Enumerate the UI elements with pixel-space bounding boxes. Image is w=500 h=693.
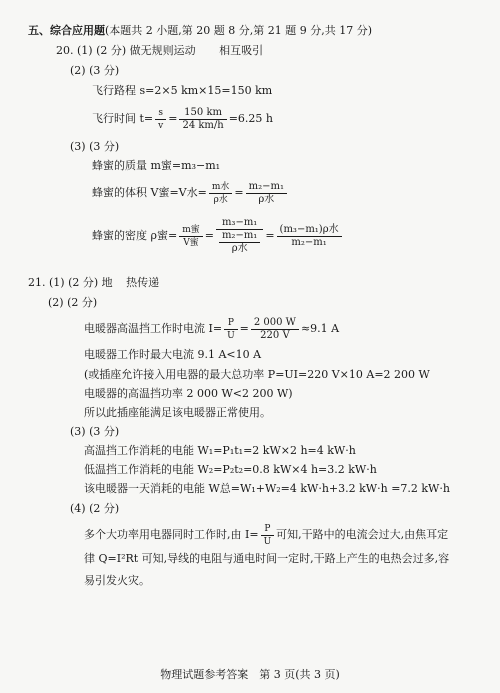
max-current: 电暖器工作时最大电流 9.1 A<10 A: [84, 348, 262, 361]
fraction-p-over-u: [261, 523, 275, 548]
fraction-inner: [219, 230, 260, 255]
equals: =: [168, 112, 178, 125]
frac-den-nested: [216, 230, 263, 255]
honey-density: [92, 216, 344, 256]
frac-num: m水: [209, 181, 233, 194]
q20-part2-label: (2) (3 分): [70, 64, 120, 77]
q21-part2-label: (2) (2 分): [48, 296, 98, 309]
explanation-post: 可知,干路中的电流会过大,由焦耳定: [276, 528, 449, 541]
q20-part1: [56, 44, 263, 58]
honey-volume-label: 蜂蜜的体积 V蜜=V水=: [92, 186, 207, 199]
frac-den: U: [263, 536, 272, 547]
frac-den: ρ水: [213, 194, 228, 205]
section-note: (本题共 2 小题,第 20 题 8 分,第 21 题 9 分,共 17 分): [105, 24, 373, 37]
frac-num: P: [261, 523, 275, 536]
flight-time-label: 飞行时间 t=: [92, 112, 154, 125]
page-footer: 物理试题参考答案 第 3 页(共 3 页): [160, 668, 340, 681]
frac-num: s: [155, 107, 166, 120]
fraction-water-mass: [209, 181, 233, 206]
fraction-density-result: [277, 224, 342, 249]
frac-num: m₂−m₁: [219, 230, 260, 243]
explanation-line3: 易引发火灾。: [84, 574, 150, 587]
fraction-compound: [216, 217, 263, 255]
frac-den: m₂−m₁: [291, 236, 327, 248]
frac-den: 220 V: [260, 329, 290, 341]
frac-num: (m₃−m₁)ρ水: [277, 224, 342, 237]
frac-den: V蜜: [183, 237, 199, 248]
energy-low: 低温挡工作消耗的电能 W₂=P₂t₂=0.8 kW×4 h=3.2 kW·h: [84, 463, 377, 476]
section-title: 五、综合应用题: [28, 24, 105, 37]
flight-distance: 飞行路程 s=2×5 km×15=150 km: [92, 84, 273, 97]
frac-num: P: [224, 317, 238, 330]
q20-part1-answer-b: 相互吸引: [219, 44, 264, 57]
honey-mass: 蜂蜜的质量 m蜜=m₃−m₁: [92, 159, 221, 172]
fraction-p-over-u: [224, 317, 238, 342]
q20-part1-answer-a: 20. (1) (2 分) 做无规则运动: [56, 44, 196, 57]
equals: =: [239, 322, 249, 335]
frac-num: m蜜: [179, 224, 203, 237]
fraction-m-over-v: [179, 224, 203, 249]
frac-den: v: [158, 120, 164, 131]
frac-num: m₃−m₁: [216, 217, 263, 230]
fraction-s-over-v: [155, 107, 166, 132]
honey-volume: [92, 180, 289, 206]
q21-part1-answer-a: 21. (1) (2 分) 地: [28, 276, 113, 289]
flight-time: [92, 106, 273, 132]
energy-high: 高温挡工作消耗的电能 W₁=P₁t₁=2 kW×2 h=4 kW·h: [84, 444, 356, 457]
frac-num: 150 km: [179, 107, 226, 120]
equals: =: [234, 186, 244, 199]
frac-den: ρ水: [258, 193, 275, 205]
frac-den: 24 km/h: [182, 119, 224, 131]
q21-part4-label: (4) (2 分): [70, 502, 120, 515]
explanation-line2: 律 Q=I²Rt 可知,导线的电阻与通电时间一定时,干路上产生的电热会过多,容: [84, 552, 450, 565]
q21-part3-label: (3) (3 分): [70, 425, 120, 438]
frac-den: ρ水: [231, 243, 248, 254]
flight-time-result: =6.25 h: [228, 112, 274, 125]
equals: =: [265, 229, 275, 242]
alt-method-line2: 电暖器的高温挡功率 2 000 W<2 200 W): [84, 387, 293, 400]
heater-current-label: 电暖器高温挡工作时电流 I=: [84, 322, 223, 335]
equals: =: [204, 229, 214, 242]
frac-num: m₂−m₁: [246, 181, 287, 194]
fraction-power-voltage: [251, 317, 299, 342]
heater-current-result: ≈9.1 A: [300, 322, 340, 335]
fraction-distance-speed: [179, 107, 226, 132]
honey-density-label: 蜂蜜的密度 ρ蜜=: [92, 229, 178, 242]
alt-method-line1: (或插座允许接入用电器的最大总功率 P=UI=220 V×10 A=2 200 W: [84, 368, 430, 381]
fraction-mass-diff: [246, 181, 287, 206]
explanation-line1: [84, 522, 448, 548]
q21-part1: [28, 276, 159, 290]
explanation-pre: 多个大功率用电器同时工作时,由 I=: [84, 528, 259, 541]
q21-part1-answer-b: 热传递: [126, 276, 160, 289]
section-heading: [28, 24, 372, 38]
heater-current: [84, 316, 339, 342]
q20-part3-label: (3) (3 分): [70, 140, 120, 153]
energy-total: 该电暖器一天消耗的电能 W总=W₁+W₂=4 kW·h+3.2 kW·h =7.2 kW·h: [84, 482, 450, 495]
conclusion: 所以此插座能满足该电暖器正常使用。: [84, 406, 271, 419]
frac-den: U: [227, 330, 235, 341]
frac-num: 2 000 W: [251, 317, 299, 330]
